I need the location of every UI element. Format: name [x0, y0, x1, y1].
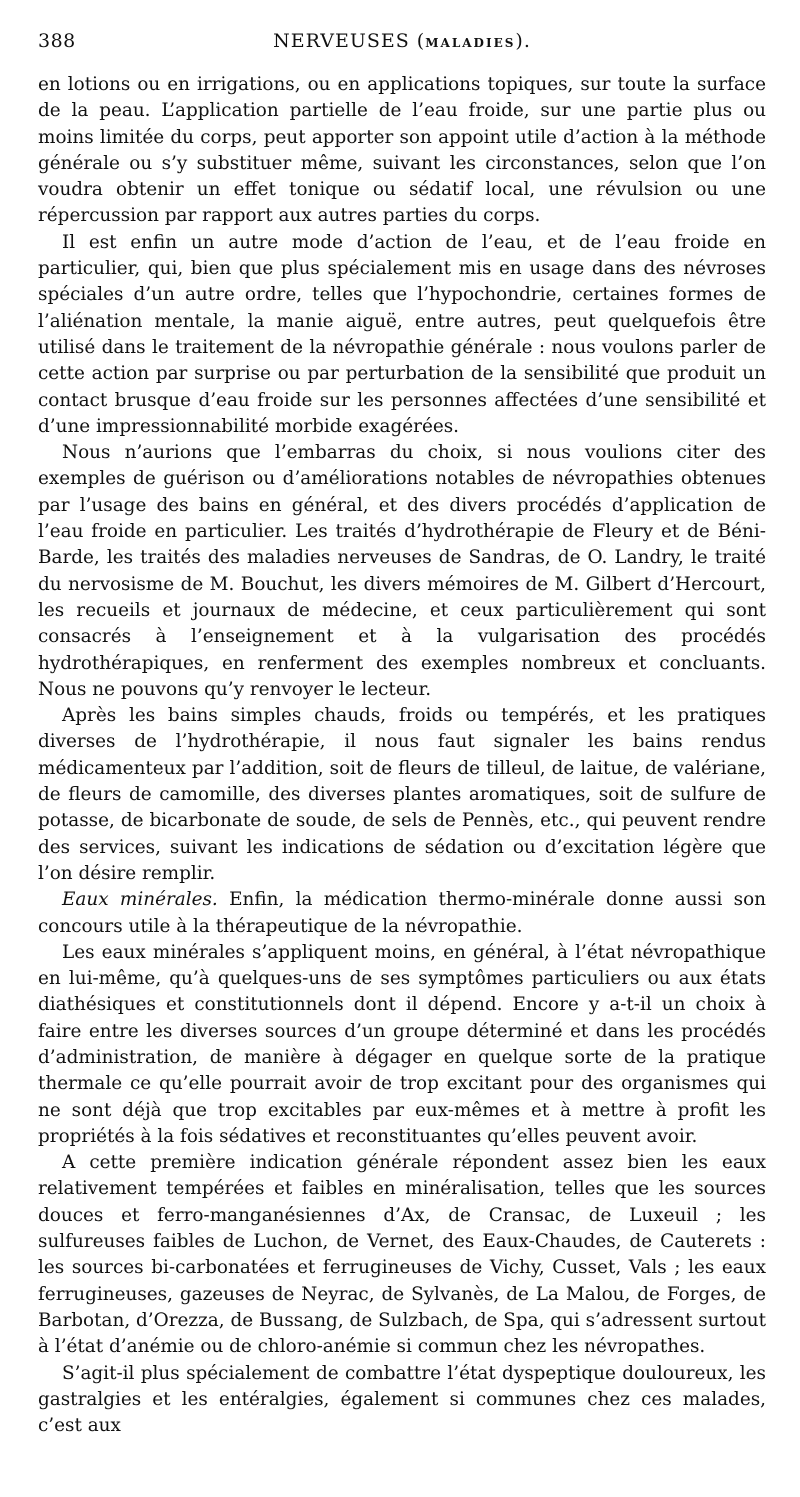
paragraph-examples — [38, 440, 766, 703]
page-number: 388 — [38, 30, 76, 52]
paragraph-text: A cette première indication générale répondent assez bien les eaux relativement tempérées et faibles en minéralisation, telles que les sources douces et ferro-manganésiennes d’Ax, de Cransac, de Luxeuil ; les sulfureuses faibles de Luchon, de Vernet, des Eaux-Chaudes, de Cauterets : les sources bi-carbonatées et ferrugineuses de Vichy, Cusset, Vals ; les eaux ferrugineuses, gazeuses de Neyrac, de Sylvanès, de La Malou, de Forges, de Barbotan, d’Orezza, de Bussang, de Sulzbach, de Spa, qui s’adressent surtout à l’état d’anémie ou de chloro-anémie si commun chez les névropathes. — [38, 1152, 766, 1358]
paragraph-surprise-action — [38, 230, 766, 440]
paragraph-text: Enfin, la médication thermo-minérale donne aussi son concours utile à la thérapeutique de la névropathie. — [38, 889, 766, 937]
running-head-small: MALADIES — [425, 36, 516, 50]
paragraph-text: Nous n’aurions que l’embarras du choix, si nous voulions citer des exemples de guérison ou d’améliorations notables de névropathies obtenues par l’usage des bains en général, et des divers procédés d’application de l’eau froide en particulier. Les traités d’hydrothérapie de Fleury et de Béni-Barde, les traités des maladies nerveuses de Sandras, de O. Landry, le traité du nervosisme de M. Bouchut, les divers mémoires de M. Gilbert d’Hercourt, les recueils et journaux de médecine, et ceux particulièrement qui sont consacrés à l’enseignement et à la vulgarisation des procédés hydrothérapiques, en renferment des exemples nombreux et concluants. Nous ne pouvons qu’y renvoyer le lecteur. — [38, 442, 766, 700]
paragraph-text: Il est enfin un autre mode d’action de l’eau, et de l’eau froide en particulier, qui, bien que plus spécialement mis en usage dans des névroses spéciales d’un autre ordre, telles que l’hypochondrie, certaines formes de l’aliénation mentale, la manie aiguë, entre autres, peut quelquefois être utilisé dans le traitement de la névropathie générale : nous voulons parler de cette action par surprise ou par perturbation de la sensibilité que produit un contact brusque d’eau froide sur les personnes affectées d’une sensibilité et d’une impressionnabilité morbide exagérées. — [38, 231, 766, 437]
paragraph-continuation — [38, 72, 766, 230]
paragraph-medicated-baths — [38, 703, 766, 887]
paragraph-mineral-waters-usage — [38, 940, 766, 1150]
paragraph-text: S’agit-il plus spécialement de combattre l’état dyspeptique douloureux, les gastralgies et les entéralgies, également si communes chez ces malades, c’est aux — [38, 1362, 766, 1437]
paragraph-sources-list — [38, 1150, 766, 1360]
paragraph-text: Les eaux minérales s’appliquent moins, en général, à l’état névropathique en lui-même, qu’à quelques-uns de ses symptômes particuliers ou aux états diathésiques et constitutionnels dont il dépend. Encore y a-t-il un choix à faire entre les diverses sources d’un groupe déterminé et dans les procédés d’administration, de manière à dégager en quelque sorte de la pratique thermale ce qu’elle pourrait avoir de trop excitant pour des organismes qui ne sont déjà que trop excitables par eux-mêmes et à mettre à profit les propriétés à la fois sédatives et reconstituantes qu’elles peuvent avoir. — [38, 941, 766, 1147]
section-lead-italic: Eaux minérales. — [62, 889, 218, 911]
page-header — [38, 28, 766, 58]
paragraph-dyspeptic — [38, 1361, 766, 1440]
running-head-close: ). — [515, 30, 531, 52]
paragraph-mineral-waters — [38, 887, 766, 940]
running-head-main: NERVEUSES ( — [273, 30, 426, 52]
paragraph-text: en lotions ou en irrigations, ou en applications topiques, sur toute la surface de la peau. L’application partielle de l’eau froide, sur une partie plus ou moins limitée du corps, peut apporter son appoint utile d’action à la méthode générale ou s’y substituer même, suivant les circonstances, selon que l’on voudra obtenir un effet tonique ou sédatif local, une révulsion ou une répercussion par rapport aux autres parties du corps. — [38, 74, 766, 227]
running-head — [38, 28, 766, 56]
paragraph-text: Après les bains simples chauds, froids ou tempérés, et les pratiques diverses de l’hydrothérapie, il nous faut signaler les bains rendus médicamenteux par l’addition, soit de fleurs de tilleul, de laitue, de valériane, de fleurs de camomille, des diverses plantes aromatiques, soit de sulfure de potasse, de bicarbonate de soude, de sels de Pennès, etc., qui peuvent rendre des services, suivant les indications de sédation ou d’excitation légère que l’on désire remplir. — [38, 705, 766, 884]
